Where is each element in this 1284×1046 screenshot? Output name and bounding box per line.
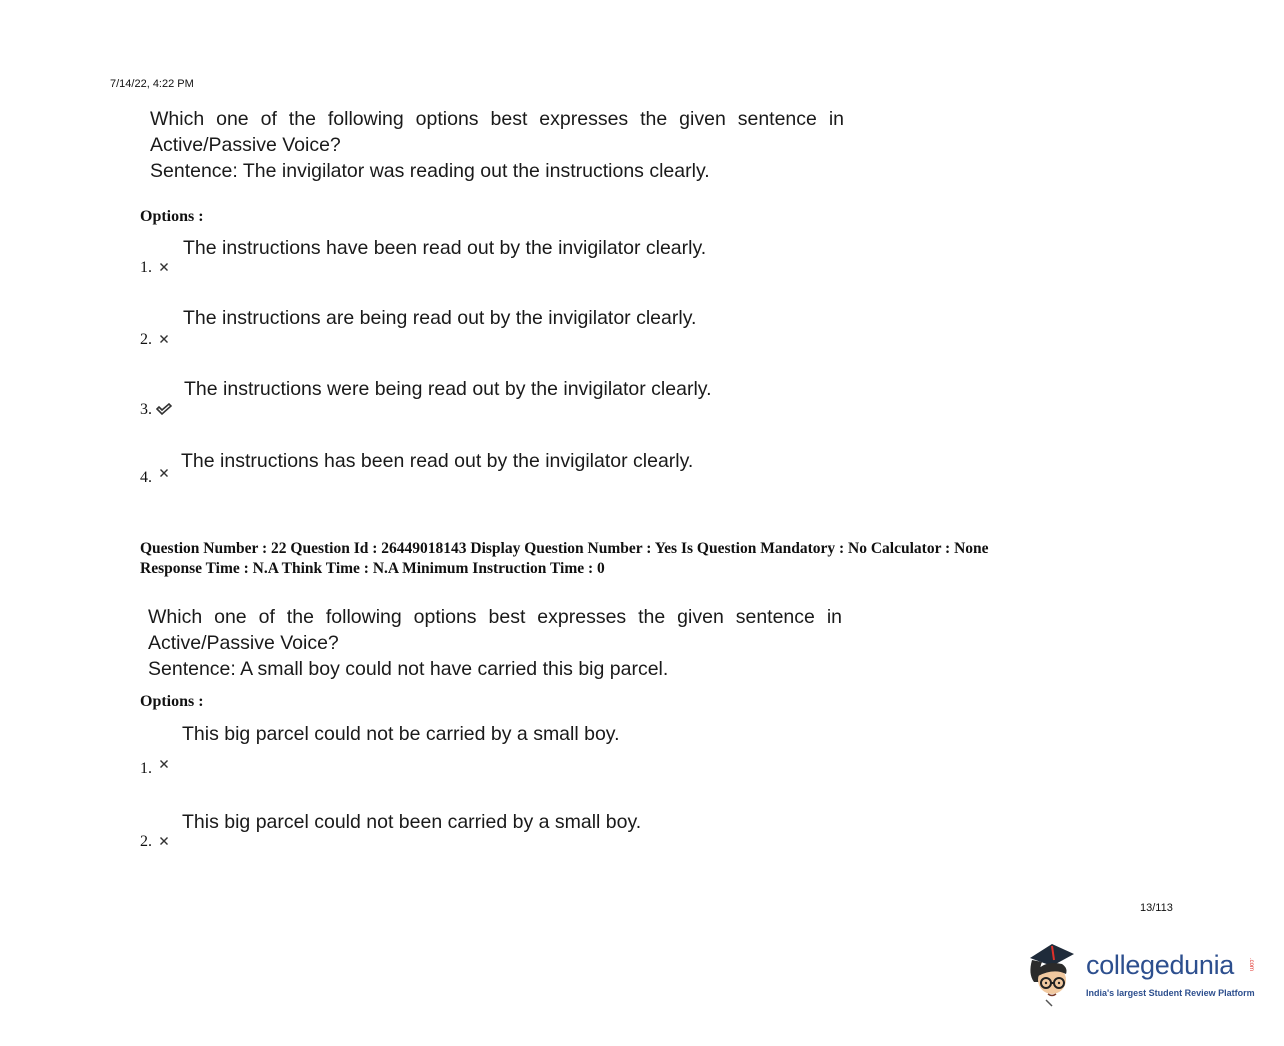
print-timestamp: 7/14/22, 4:22 PM	[110, 78, 194, 90]
metadata-line: Response Time : N.A Think Time : N.A Minimum Instruction Time : 0	[140, 560, 605, 577]
question-sentence: Sentence: The invigilator was reading out the instructions clearly.	[150, 160, 710, 182]
brand-tagline: India's largest Student Review Platform	[1086, 988, 1255, 998]
cross-icon	[158, 333, 170, 345]
option-number	[140, 259, 170, 277]
cross-icon	[158, 261, 170, 273]
cross-icon	[158, 467, 170, 479]
mascot-icon	[1024, 938, 1084, 1008]
collegedunia-logo	[1022, 938, 1262, 1008]
option-text: The instructions were being read out by the invigilator clearly.	[184, 378, 712, 400]
option-number	[140, 467, 170, 487]
option-number	[140, 833, 170, 851]
option-text: The instructions are being read out by the invigilator clearly.	[183, 307, 697, 329]
check-icon	[156, 403, 172, 415]
options-label: Options :	[140, 208, 204, 225]
option-text: This big parcel could not be carried by a small boy.	[182, 723, 620, 745]
cross-icon	[158, 835, 170, 847]
question-sentence: Sentence: A small boy could not have carried this big parcel.	[148, 658, 669, 680]
metadata-line: Question Number : 22 Question Id : 26449018143 Display Question Number : Yes Is Question Mandatory : No Calculator : None	[140, 540, 989, 557]
page-number: 13/113	[1140, 902, 1173, 914]
option-text: This big parcel could not been carried by a small boy.	[182, 811, 642, 833]
question-line: Active/Passive Voice?	[150, 134, 341, 156]
option-number	[140, 401, 172, 419]
question-2-text	[148, 604, 842, 682]
brand-name: collegedunia	[1086, 950, 1235, 980]
question-1-text	[150, 106, 844, 184]
option-number	[140, 758, 170, 778]
cross-icon	[158, 758, 170, 770]
option-number-label: 3.	[140, 401, 152, 418]
question-line: Which one of the following options best expresses the given sentence in	[148, 606, 842, 628]
option-number-label: 1.	[140, 760, 152, 777]
question-line: Active/Passive Voice?	[148, 632, 339, 654]
option-text: The instructions have been read out by the invigilator clearly.	[183, 237, 707, 259]
question-line: Which one of the following options best expresses the given sentence in	[150, 108, 844, 130]
option-number-label: 4.	[140, 469, 152, 486]
option-number-label: 1.	[140, 259, 152, 276]
brand-domain: .com	[1248, 958, 1254, 972]
option-number	[140, 331, 170, 349]
options-label: Options :	[140, 693, 204, 710]
option-number-label: 2.	[140, 833, 152, 850]
option-number-label: 2.	[140, 331, 152, 348]
question-metadata	[140, 539, 989, 579]
option-text: The instructions has been read out by the invigilator clearly.	[181, 450, 694, 472]
